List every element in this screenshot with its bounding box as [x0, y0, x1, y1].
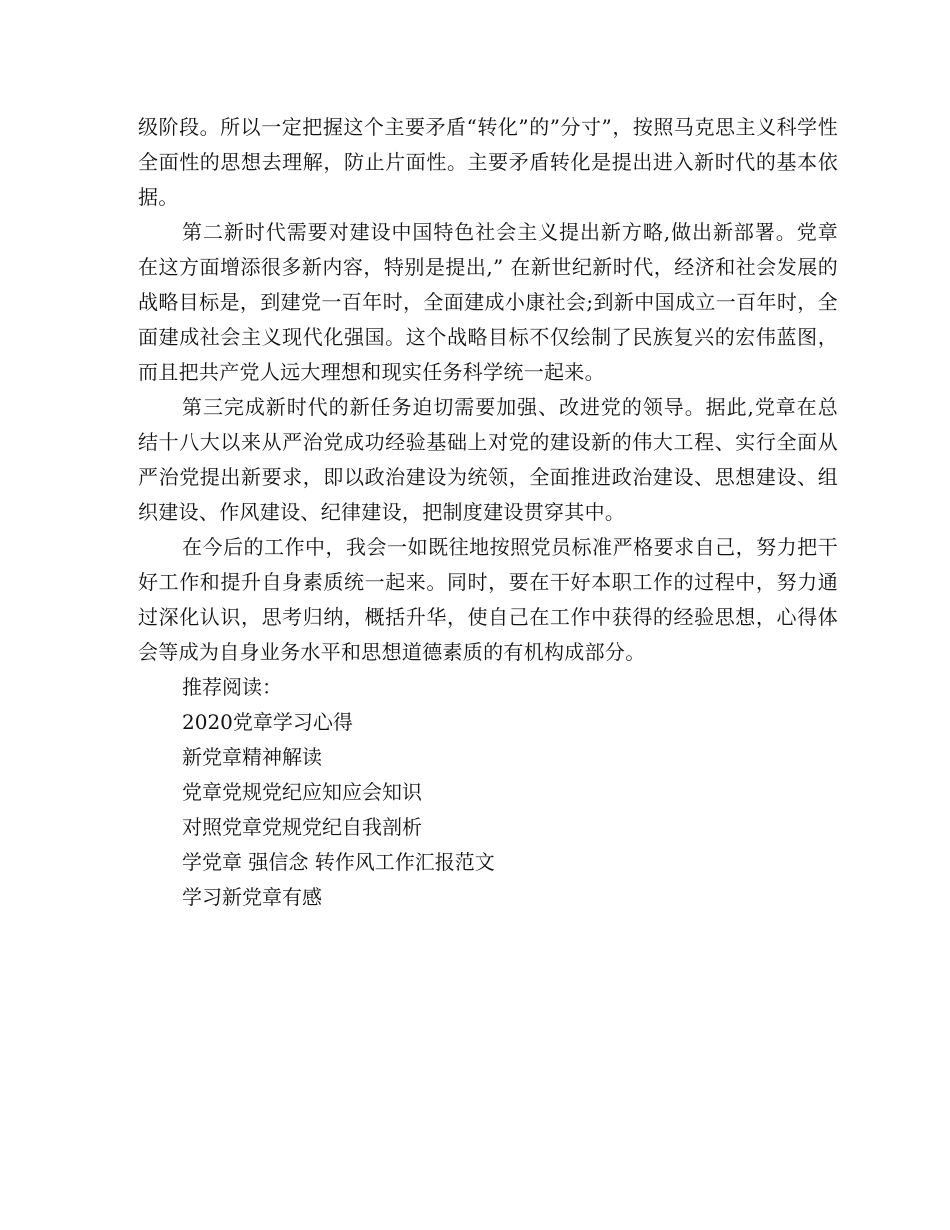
list-item: [138, 740, 838, 775]
recommended-link-6[interactable]: 学习新党章有感: [182, 885, 322, 909]
paragraph-continuation: 级阶段。所以一定把握这个主要矛盾“转化”的”分寸”，按照马克思主义科学性全面性的思想去理解，防止片面性。主要矛盾转化是提出进入新时代的基本依据。: [138, 115, 838, 209]
recommended-link-4[interactable]: 对照党章党规党纪自我剖析: [182, 815, 422, 839]
list-item: [138, 775, 838, 810]
list-item: [138, 845, 838, 880]
list-item: [138, 810, 838, 845]
paragraph-second-point: 第二新时代需要对建设中国特色社会主义提出新方略,做出新部署。党章在这方面增添很多新内容，特别是提出,” 在新世纪新时代，经济和社会发展的战略目标是，到建党一百年时，全面建成小康社会;到新中国成立一百年时，全面建成社会主义现代化强国。这个战略目标不仅绘制了民族复兴的宏伟蓝图，而且把共产党人远大理想和现实任务科学统一起来。: [138, 220, 838, 384]
recommended-link-1[interactable]: 2020党章学习心得: [182, 710, 353, 734]
recommended-link-2[interactable]: 新党章精神解读: [182, 745, 322, 769]
recommended-link-5[interactable]: 学党章 强信念 转作风工作汇报范文: [182, 850, 495, 874]
recommended-reading-list: [138, 705, 838, 915]
paragraph-conclusion: 在今后的工作中，我会一如既往地按照党员标准严格要求自己，努力把干好工作和提升自身素质统一起来。同时，要在干好本职工作的过程中，努力通过深化认识，思考归纳，概括升华，使自己在工作中获得的经验思想，心得体会等成为自身业务水平和思想道德素质的有机构成部分。: [138, 535, 838, 664]
list-item: [138, 705, 838, 740]
list-item: [138, 880, 838, 915]
paragraph-third-point: 第三完成新时代的新任务迫切需要加强、改进党的领导。据此,党章在总结十八大以来从严治党成功经验基础上对党的建设新的伟大工程、实行全面从严治党提出新要求，即以政治建设为统领，全面推进政治建设、思想建设、组织建设、作风建设、纪律建设，把制度建设贯穿其中。: [138, 395, 838, 524]
recommended-reading-heading: 推荐阅读：: [182, 675, 282, 699]
document-page: [138, 110, 838, 915]
recommended-link-3[interactable]: 党章党规党纪应知应会知识: [182, 780, 422, 804]
